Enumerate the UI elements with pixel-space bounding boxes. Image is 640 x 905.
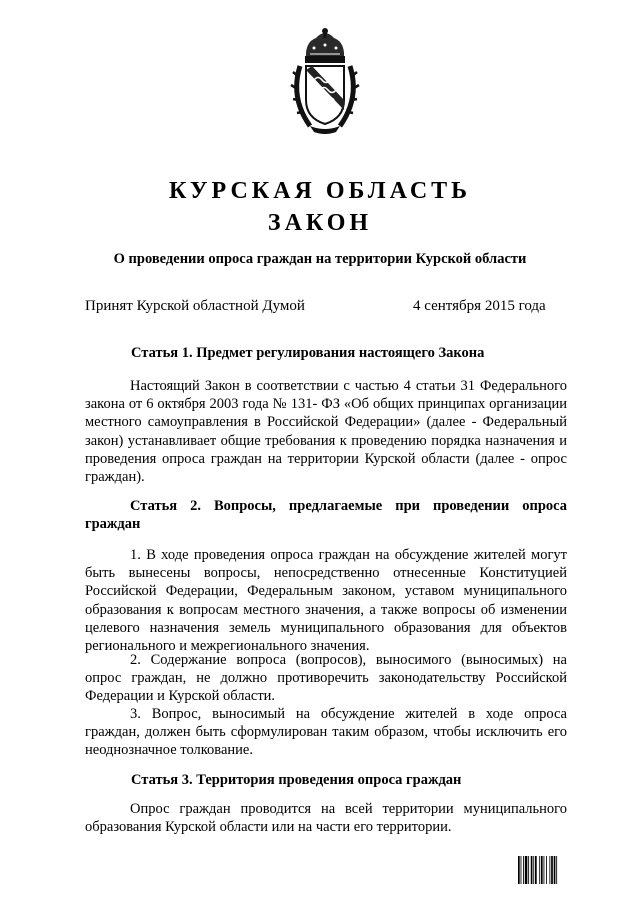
article-1-heading: Статья 1. Предмет регулирования настоящего Закона xyxy=(131,345,485,361)
article-3-heading: Статья 3. Территория проведения опроса граждан xyxy=(131,772,462,788)
adopted-by: Принят Курской областной Думой xyxy=(85,298,305,314)
document-type-title: ЗАКОН xyxy=(267,210,373,236)
barcode-icon xyxy=(518,856,570,884)
coat-of-arms-icon xyxy=(290,28,360,134)
article-2-paragraph-3: 3. Вопрос, выносимый на обсуждение жителей в ходе опроса граждан, должен быть сформулирован таким образом, чтобы исключить его неоднозначное толкование. xyxy=(85,706,567,759)
article-3-paragraph: Опрос граждан проводится на всей территории муниципального образования Курской области или на части его территории. xyxy=(85,801,567,836)
article-2-paragraph-1: 1. В ходе проведения опроса граждан на обсуждение жителей могут быть вынесены вопросы, непосредственно отнесенные Конституцией Российской Федерации, Федеральным законом, уставом муниципального образования к вопросам местного значения, а также вопросы об изменении целевого назначения земель муниципального образования для объектов регионального и межрегионального значения. xyxy=(85,547,567,655)
article-2-heading: Статья 2. Вопросы, предлагаемые при проведении опроса граждан xyxy=(85,498,567,532)
region-title: КУРСКАЯ ОБЛАСТЬ xyxy=(168,178,472,204)
law-subject: О проведении опроса граждан на территории Курской области xyxy=(113,251,527,267)
adoption-date: 4 сентября 2015 года xyxy=(413,298,546,314)
article-2-paragraph-2: 2. Содержание вопроса (вопросов), выносимого (выносимых) на опрос граждан, не должно противоречить законодательству Российской Федерации и Курской области. xyxy=(85,652,567,705)
article-1-paragraph: Настоящий Закон в соответствии с частью 4 статьи 31 Федерального закона от 6 октября 2003 года № 131- ФЗ «Об общих принципах организации местного самоуправления в Российской Федерации» (далее - Федеральный закон) устанавливает общие требования к проведению порядка назначения и проведения опроса граждан на территории Курской области (далее - опрос граждан). xyxy=(85,378,567,486)
